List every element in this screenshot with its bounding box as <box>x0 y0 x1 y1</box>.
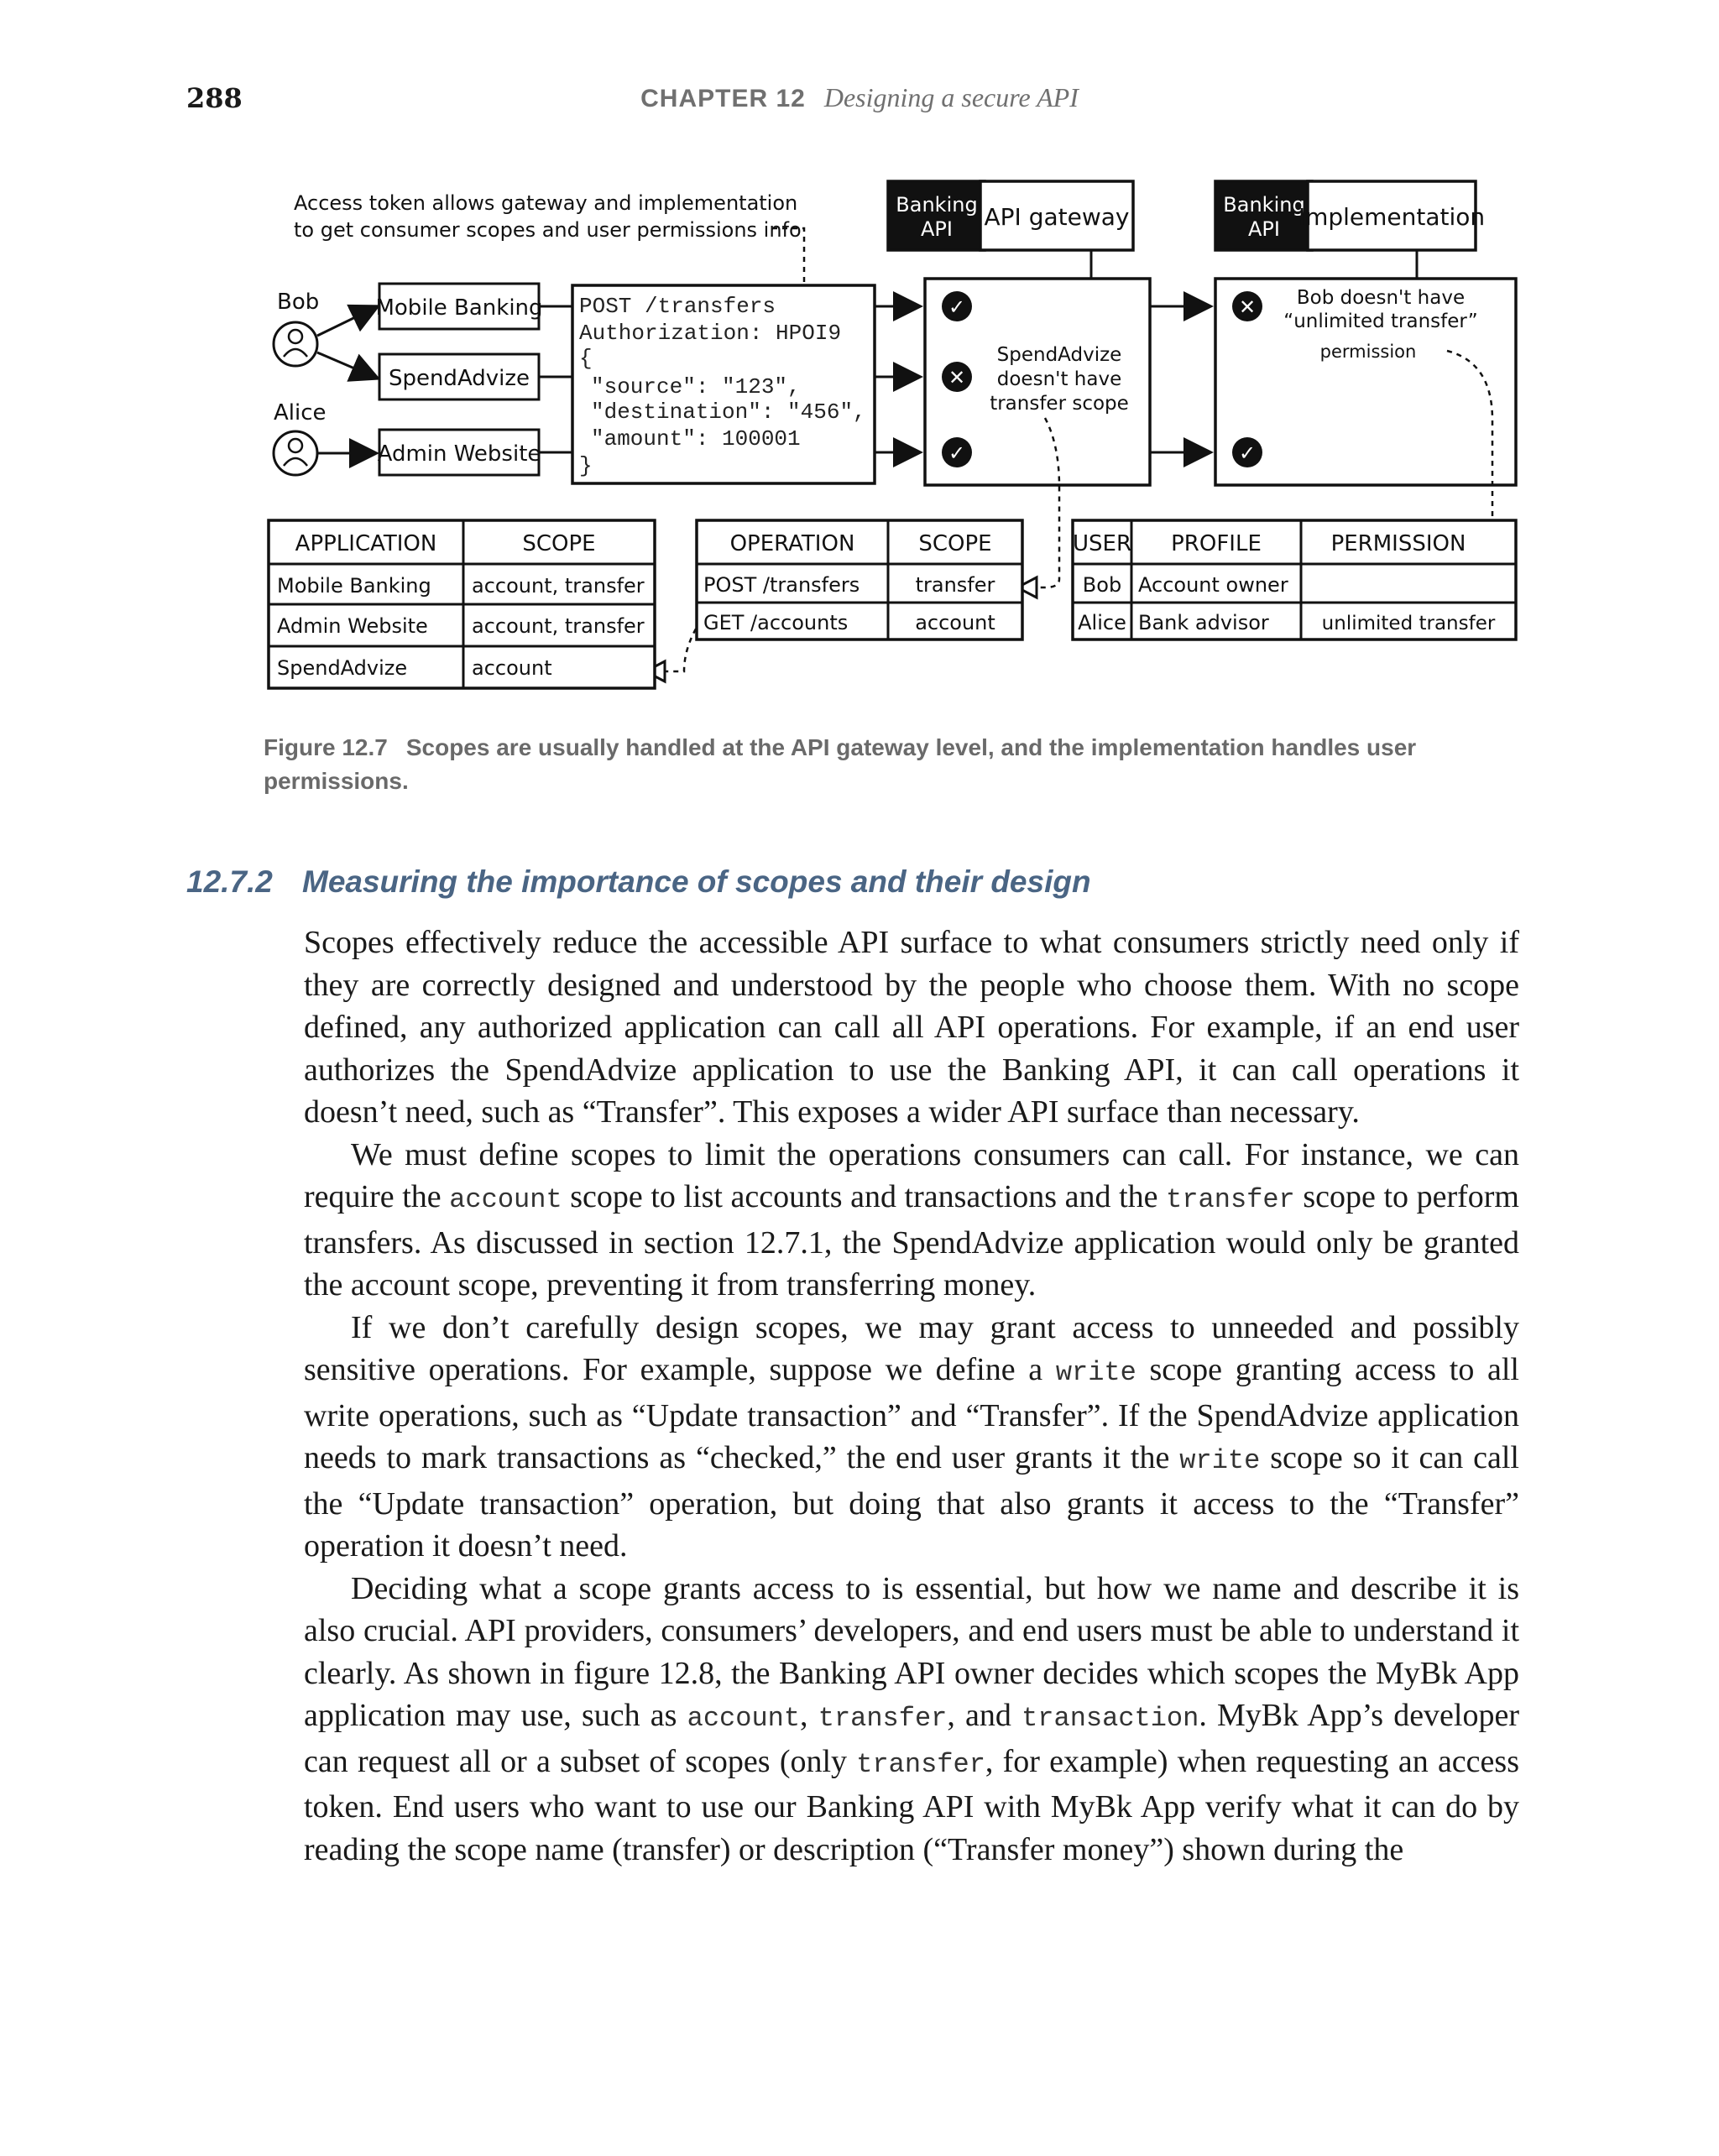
app-table-cell: SpendAdvize <box>277 656 408 680</box>
user-table-cell: Alice <box>1078 611 1126 634</box>
section-heading <box>186 864 1091 900</box>
inline-code: transfer <box>1166 1184 1295 1215</box>
app-table-cell: Mobile Banking <box>277 574 431 598</box>
app-mobile-banking <box>375 284 542 329</box>
gateway-cross-spendadvize-glyph: ✕ <box>948 366 966 389</box>
app-admin-label: Admin Website <box>377 441 541 467</box>
inline-code: account <box>449 1184 562 1215</box>
app-spend-label: SpendAdvize <box>388 366 530 391</box>
running-head <box>0 82 1719 113</box>
inline-code: write <box>1055 1357 1136 1388</box>
app-mobile-label: Mobile Banking <box>375 295 543 321</box>
user-table-header-profile: PROFILE <box>1171 531 1262 556</box>
user-bob-label: Bob <box>277 290 320 315</box>
figure-caption-text: Scopes are usually handled at the API gateway level, and the implementation handles user permissions. <box>264 734 1417 794</box>
request-line4: "source": "123", <box>591 374 801 399</box>
inline-code: transaction <box>1021 1703 1199 1734</box>
text-run: , for example) when requesting an access token. End users who want to use our Banking API with MyBk App verify what it can do by reading the scope name (transfer) or description (“Transfer money”) shown during the <box>304 1743 1519 1867</box>
operation-scope-table <box>697 520 1022 639</box>
request-line3: { <box>579 346 593 371</box>
gateway-note-line2: doesn't have <box>996 368 1122 390</box>
gateway-badge-line2: API <box>921 217 953 241</box>
gateway-check-mobile-glyph: ✓ <box>948 295 966 319</box>
text-run: If we don’t carefully design scopes, we may grant access to unneeded and possibly sensitive operations. For example, suppose we define a <box>304 1309 1519 1387</box>
user-table-cell: Bank advisor <box>1138 611 1269 634</box>
text-run: . MyBk App’s developer can request all or a subset of scopes (only <box>304 1698 1520 1779</box>
figure-caption <box>264 731 1506 798</box>
op-table-cell: GET /accounts <box>703 611 849 634</box>
figure-12-7-diagram <box>252 168 1528 697</box>
app-table-cell: account, transfer <box>472 614 645 638</box>
paragraph-2 <box>304 1134 1519 1307</box>
app-table-cell: account <box>472 656 552 680</box>
op-table-cell: POST /transfers <box>703 573 860 597</box>
text-run: scope to perform transfers. As discussed in section 12.7.1, the SpendAdvize application would only be granted the account scope, preventing it from transferring money. <box>304 1179 1519 1302</box>
paragraph-1: Scopes effectively reduce the accessible API surface to what consumers strictly need only if they are correctly designed and understood by the people who choose them. With no scope defined, any authorized application can call all API operations. For example, if an end user authorizes the SpendAdvize application to use the Banking API, it can call operations it doesn’t need, such as “Transfer”. This exposes a wider API surface than necessary. <box>304 925 1519 1130</box>
text-run: scope to list accounts and transactions and the <box>562 1179 1167 1214</box>
top-note-line2: to get consumer scopes and user permissions info <box>294 218 802 242</box>
text-run: , <box>800 1698 818 1733</box>
impl-badge-line2: API <box>1248 217 1280 241</box>
app-table-header-scope: SCOPE <box>522 531 596 556</box>
request-box <box>572 285 875 483</box>
gateway-check-admin-glyph: ✓ <box>948 441 966 465</box>
user-table-header-user: USER <box>1072 531 1132 556</box>
user-table-cell: unlimited transfer <box>1321 613 1496 634</box>
app-spendadvize <box>379 354 539 399</box>
impl-note-line3: permission <box>1319 342 1417 362</box>
impl-title: Implementation <box>1298 203 1486 231</box>
gateway-title: API gateway <box>984 203 1130 231</box>
top-note-line1: Access token allows gateway and implementation <box>294 191 798 215</box>
chapter-title: Designing a secure API <box>823 82 1079 112</box>
request-line1: POST /transfers <box>579 294 776 319</box>
chapter-label: CHAPTER 12 <box>640 85 806 112</box>
user-permission-table <box>1073 520 1516 639</box>
page-number: 288 <box>186 82 243 114</box>
impl-note-line2: “unlimited transfer” <box>1283 311 1478 332</box>
implementation-box <box>1215 279 1516 485</box>
op-table-cell: account <box>915 611 995 634</box>
gateway-header <box>888 181 1133 250</box>
user-table-header-permission: PERMISSION <box>1330 531 1466 556</box>
impl-badge-line1: Banking <box>1223 193 1305 217</box>
implementation-header <box>1215 181 1485 250</box>
text-run: , and <box>947 1698 1022 1733</box>
body-text <box>304 921 1519 1871</box>
section-number: 12.7.2 <box>186 864 273 899</box>
request-line2: Authorization: HPOI9 <box>579 321 842 346</box>
application-scope-table <box>269 520 655 688</box>
text-run: We must define scopes to limit the operations consumers can call. For instance, we can require the <box>304 1136 1519 1214</box>
app-table-cell: account, transfer <box>472 574 645 598</box>
request-line6: "amount": 100001 <box>591 426 801 452</box>
gateway-note-line1: SpendAdvize <box>996 344 1122 366</box>
text-run: scope so it can call the “Update transaction” operation, but doing that also grants it access to the “Transfer” operation it doesn’t need. <box>304 1440 1519 1563</box>
text-run: scope granting access to all write operations, such as “Update transaction” and “Transfer”. If the SpendAdvize application needs to mark transactions as “checked,” the end user grants it the <box>304 1352 1519 1475</box>
bob-avatar-icon <box>274 322 317 366</box>
paragraph-4 <box>304 1568 1519 1871</box>
alice-avatar-icon <box>274 431 317 475</box>
app-table-cell: Admin Website <box>277 614 428 638</box>
op-table-cell: transfer <box>915 573 995 597</box>
inline-code: write <box>1179 1445 1261 1476</box>
inline-code: account <box>687 1703 801 1734</box>
impl-check-glyph: ✓ <box>1238 441 1257 465</box>
impl-cross-glyph: ✕ <box>1238 295 1257 319</box>
paragraph-3 <box>304 1307 1519 1568</box>
section-title: Measuring the importance of scopes and their design <box>302 864 1091 899</box>
text-run: Deciding what a scope grants access to is essential, but how we name and describe it is also crucial. API providers, consumers’ developers, and end users must be able to understand it clearly. As shown in figure 12.8, the Banking API owner decides which scopes the MyBk App application may use, such as <box>304 1570 1519 1733</box>
user-table-cell: Account owner <box>1138 573 1288 597</box>
request-line7: } <box>579 453 593 478</box>
figure-caption-label: Figure 12.7 <box>264 734 388 760</box>
gateway-note-line3: transfer scope <box>990 393 1129 415</box>
inline-code: transfer <box>818 1703 948 1734</box>
app-table-header-application: APPLICATION <box>295 531 437 556</box>
impl-note-line1: Bob doesn't have <box>1296 287 1466 309</box>
op-table-header-operation: OPERATION <box>729 531 855 556</box>
user-alice-label: Alice <box>274 400 327 425</box>
inline-code: transfer <box>856 1748 985 1780</box>
user-table-cell: Bob <box>1082 573 1122 597</box>
app-admin-website <box>378 430 541 475</box>
op-table-header-scope: SCOPE <box>918 531 992 556</box>
request-line5: "destination": "456", <box>591 399 866 425</box>
gateway-badge-line1: Banking <box>896 193 978 217</box>
gateway-box <box>925 279 1150 485</box>
